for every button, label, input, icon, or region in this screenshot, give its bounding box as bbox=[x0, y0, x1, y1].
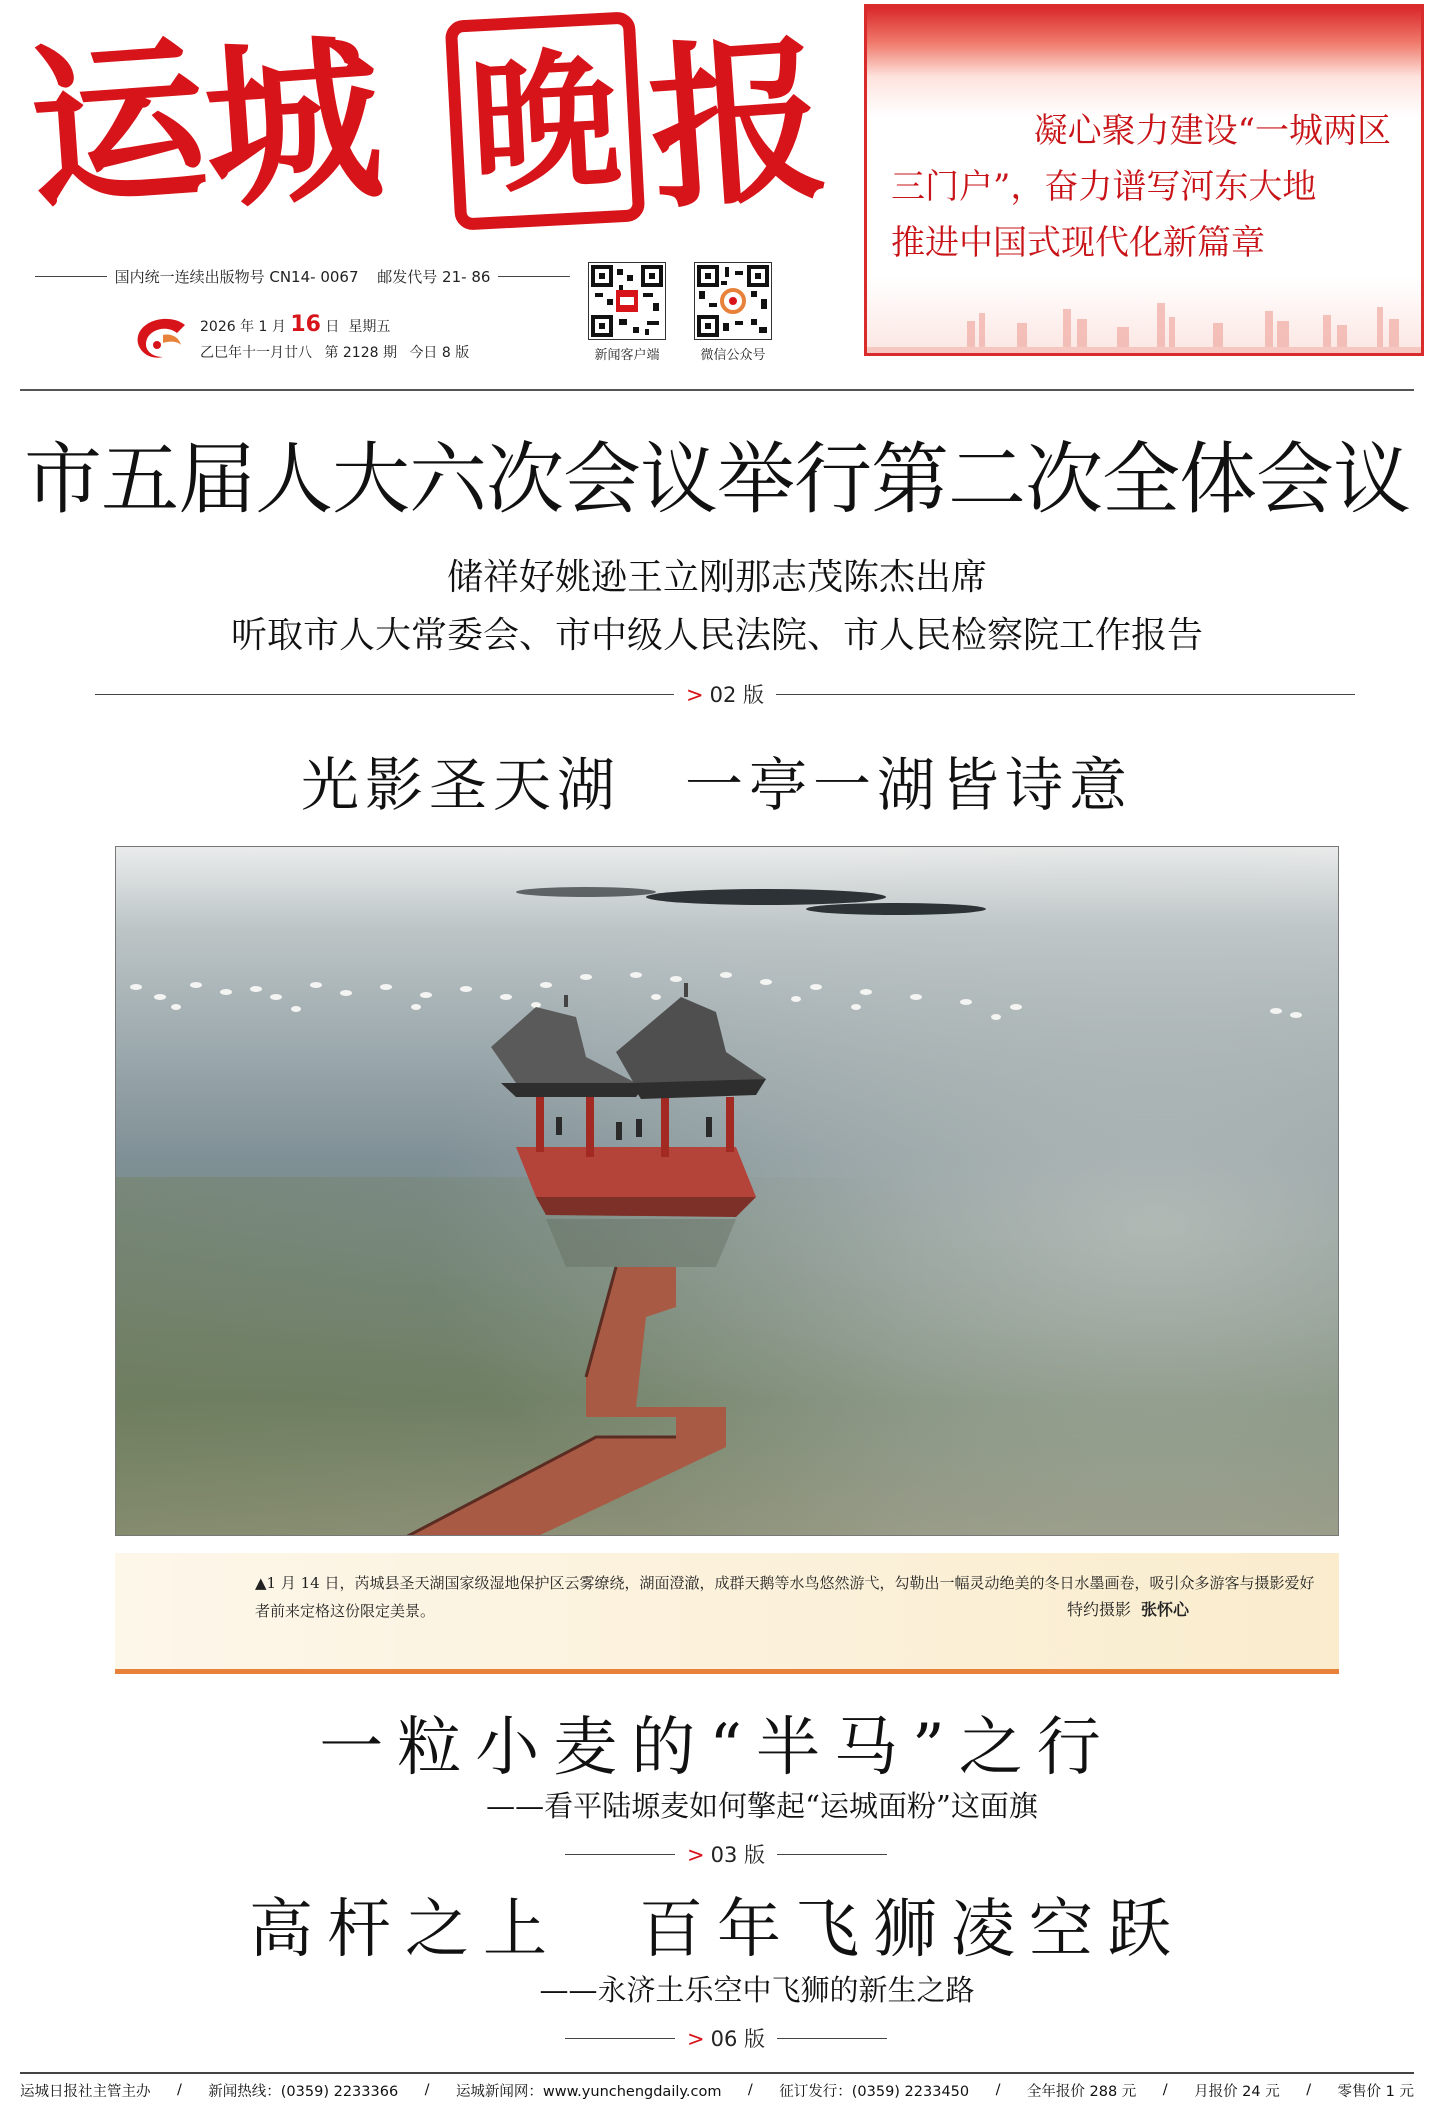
photo-story-title[interactable]: 光影圣天湖 一亭一湖皆诗意 bbox=[300, 751, 1133, 819]
annual-price: 全年报价 288 元 bbox=[1026, 2083, 1137, 2100]
section-divider bbox=[115, 1669, 1339, 1674]
subscription-line: 征订发行：(0359) 2233450 bbox=[779, 2083, 970, 2100]
logo-swirl-icon bbox=[133, 315, 191, 363]
divider bbox=[777, 1854, 887, 1855]
divider bbox=[35, 276, 107, 277]
retail-price: 零售价 1 元 bbox=[1337, 2083, 1414, 2100]
banner-line: 三门户”，奋力谱写河东大地 bbox=[891, 167, 1317, 207]
city-skyline-graphic bbox=[867, 293, 1421, 353]
jump-label: 03 版 bbox=[710, 1843, 766, 1867]
jump-arrow-icon: > bbox=[686, 683, 704, 707]
issn-number: 国内统一连续出版物号 CN14- 0067 bbox=[114, 267, 359, 286]
jump-link-page-03[interactable] bbox=[565, 1840, 887, 1868]
publisher: 运城日报社主管主办 bbox=[20, 2083, 151, 2100]
banner-slogan bbox=[891, 103, 1391, 271]
jump-arrow-icon: > bbox=[687, 2027, 705, 2051]
lead-subheadline: 储祥好姚逊王立刚那志茂陈杰出席 bbox=[446, 557, 987, 598]
jump-link-page-02[interactable] bbox=[95, 680, 1355, 708]
date-suffix: 日 bbox=[325, 319, 340, 335]
divider bbox=[777, 2038, 887, 2039]
weekday: 星期五 bbox=[348, 319, 391, 335]
monthly-price: 月报价 24 元 bbox=[1194, 2083, 1280, 2100]
qr-label: 新闻客户端 bbox=[594, 348, 660, 363]
header-divider bbox=[20, 389, 1414, 391]
banner-line: 凝心聚力建设“一城两区 bbox=[1033, 111, 1391, 151]
qr-code-icon bbox=[588, 262, 666, 340]
issue-date-block bbox=[200, 312, 500, 366]
photo-caption-box bbox=[115, 1553, 1339, 1669]
masthead-char-4: 报 bbox=[642, 15, 833, 234]
divider bbox=[565, 2038, 675, 2039]
lake-pavilion-photo bbox=[115, 846, 1339, 1536]
lead-subheadline: 听取市人大常委会、市中级人民法院、市人民检察院工作报告 bbox=[230, 615, 1203, 656]
jump-label: 06 版 bbox=[710, 2027, 766, 2051]
publication-line bbox=[35, 264, 570, 288]
masthead-logo bbox=[22, 10, 840, 250]
story-headline[interactable]: 高杆之上 百年飞狮凌空跃 bbox=[249, 1893, 1185, 1967]
qr-wechat-account[interactable] bbox=[694, 262, 772, 363]
page-count: 今日 8 版 bbox=[409, 345, 470, 361]
banner-line: 推进中国式现代化新篇章 bbox=[891, 223, 1265, 263]
qr-news-client[interactable] bbox=[588, 262, 666, 363]
footer-info-bar: 运城日报社主管主办 / 新闻热线：(0359) 2233366 / 运城新闻网：www.yunchengdaily.com / 征订发行：(0359) 2233450 / 全年报价 288 元 / 月报价 24 元 / 零售价 1 元 bbox=[20, 2072, 1414, 2102]
news-hotline: 新闻热线：(0359) 2233366 bbox=[208, 2083, 399, 2100]
news-website-link[interactable]: 运城新闻网：www.yunchengdaily.com bbox=[455, 2083, 722, 2100]
divider bbox=[95, 694, 674, 695]
photo-credit bbox=[1067, 1597, 1189, 1620]
date-prefix: 2026 年 1 月 bbox=[200, 319, 286, 335]
masthead-seal bbox=[445, 11, 646, 231]
postal-code: 邮发代号 21- 86 bbox=[377, 267, 491, 286]
photographer-name: 张怀心 bbox=[1140, 1600, 1189, 1619]
qr-code-icon bbox=[694, 262, 772, 340]
masthead-char-1: 运 bbox=[22, 15, 213, 234]
divider bbox=[565, 1854, 675, 1855]
masthead-char-2: 城 bbox=[197, 15, 388, 234]
story-subtitle: ——看平陆塬麦如何擎起“运城面粉”这面旗 bbox=[486, 1789, 1038, 1823]
slogan-banner bbox=[864, 4, 1424, 356]
story-headline[interactable]: 一粒小麦的“半马”之行 bbox=[319, 1711, 1115, 1785]
jump-label: 02 版 bbox=[709, 683, 765, 707]
lead-headline[interactable]: 市五届人大六次会议举行第二次全体会议 bbox=[23, 435, 1410, 525]
jump-link-page-06[interactable] bbox=[565, 2024, 887, 2052]
credit-label: 特约摄影 bbox=[1066, 1600, 1131, 1619]
story-subtitle: ——永济土乐空中飞狮的新生之路 bbox=[539, 1973, 975, 2007]
issue-number: 第 2128 期 bbox=[324, 345, 397, 361]
masthead-char-3: 晚 bbox=[465, 31, 625, 215]
divider bbox=[776, 694, 1355, 695]
lunar-date: 乙巳年十一月廿八 bbox=[200, 345, 312, 361]
qr-label: 微信公众号 bbox=[700, 348, 766, 363]
date-day: 16 bbox=[290, 312, 321, 337]
photo-caption: ▲1 月 14 日，芮城县圣天湖国家级湿地保护区云雾缭绕，湖面澄澈，成群天鹅等水鸟悠然游弋，勾勒出一幅灵动绝美的冬日水墨画卷，吸引众多游客与摄影爱好者前来定格这份限定美景。 bbox=[255, 1574, 1315, 1620]
jump-arrow-icon: > bbox=[687, 1843, 705, 1867]
divider bbox=[498, 276, 570, 277]
